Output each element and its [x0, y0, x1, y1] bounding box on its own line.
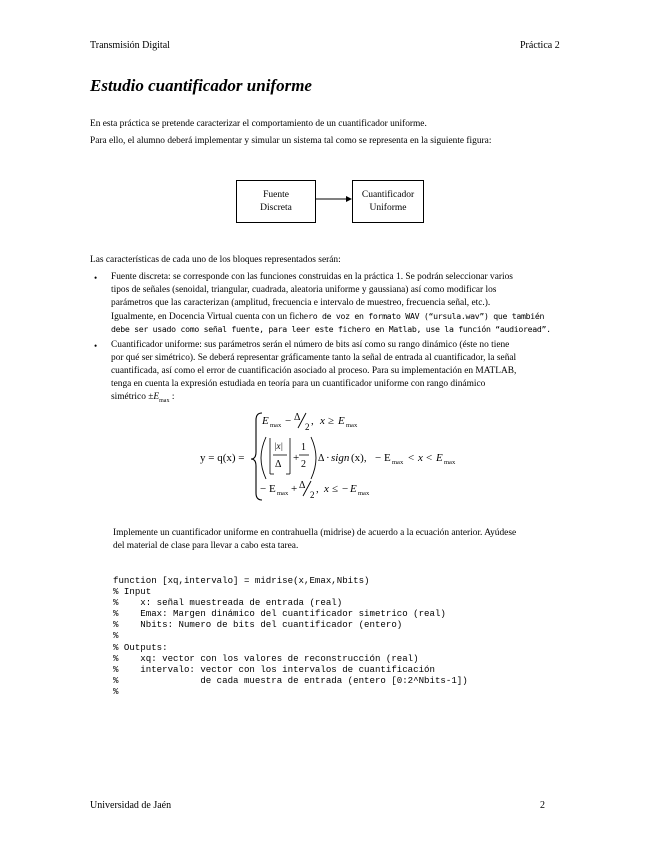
eq-r1-two: 2 [305, 422, 310, 432]
eq-r2-two: 2 [301, 459, 306, 470]
eq-r1-comma: , [311, 415, 314, 427]
eq-r2-dot: · [326, 452, 330, 464]
eq-r3-E: E [350, 483, 357, 495]
eq-lhs: y = q(x) = [200, 452, 245, 464]
eq-r2-signarg: (x), [351, 452, 367, 464]
block-fuente-line1: Fuente [263, 189, 289, 200]
code-line: % de cada muestra de entrada (entero [0:2^Nbits-1]) [113, 674, 468, 686]
bullet-2-marker: • [94, 341, 98, 351]
eq-r2-max: max [392, 459, 404, 466]
eq-r2-x: x [418, 452, 423, 464]
bullet-1-line-3: parámetros que las caracterizan (amplitud, frecuencia e intervalo de muestreo, frecuencia señal, etc.). [111, 298, 491, 308]
eq-r2-one: 1 [301, 442, 306, 453]
bullet-1-line-2: tipos de señales (senoidal, triangular, cuadrada, aleatoria uniforme y gaussiana) así como modificar los [111, 285, 497, 295]
eq-r3-x: x [324, 483, 329, 495]
eq-r1-E: E [262, 415, 269, 427]
eq-r1-max2: max [346, 422, 358, 429]
eq-r2-max2: max [444, 459, 456, 466]
blocks-intro: Las características de cada uno de los bloques representados serán: [90, 255, 341, 265]
eq-r1-x: x [320, 415, 325, 427]
implement-line-2: del material de clase para llevar a cabo esta tarea. [113, 541, 299, 551]
eq-r2-delta2: Δ [318, 453, 325, 464]
header-right: Práctica 2 [520, 40, 560, 51]
bullet-1-line-4a: Igualmente, en Docencia Virtual cuenta con un fiche [111, 312, 309, 322]
eq-r1-minus: − [285, 415, 292, 427]
code-line: function [xq,intervalo] = midrise(x,Emax,Nbits) [113, 575, 370, 586]
bullet-2-line-3: cuantificada, así como el error de cuantificación asociado al proceso. Para su implementación en MATLAB, [111, 366, 517, 376]
header-left: Transmisión Digital [90, 40, 170, 51]
code-line: % [113, 630, 119, 642]
eq-r2-delta: Δ [275, 459, 282, 470]
intro-line-1: En esta práctica se pretende caracterizar el comportamiento de un cuantificador uniforme. [90, 119, 427, 129]
code-line: % Emax: Margen dinámico del cuantificador simetrico (real) [113, 608, 446, 620]
eq-r1-geq: ≥ [328, 415, 335, 427]
eq-r3-leq: ≤ [332, 483, 339, 495]
eq-r2-xabs: |x| [274, 441, 283, 451]
block-cuantificador-line1: Cuantificador [361, 189, 415, 200]
emax-symbol: E [153, 392, 160, 402]
eq-r2-E: E [436, 452, 443, 464]
eq-r2-plus: + [293, 452, 300, 464]
eq-r3-max: max [277, 490, 289, 497]
code-line: % xq: vector con los valores de reconstrucción (real) [113, 652, 419, 664]
emax-subscript: max [159, 397, 170, 404]
eq-r3-negE: − E [260, 483, 276, 495]
eq-r3-comma: , [316, 483, 319, 495]
matlab-code-block [113, 575, 468, 697]
bullet-1-line-4b: ro de voz en formato WAV (“ursula.wav”) que también [308, 311, 545, 321]
bullet-1-line-1: Fuente discreta: se corresponde con las funciones construidas en la práctica 1. Se podrán seleccionar varios [111, 272, 513, 282]
block-cuantificador-line2: Uniforme [369, 202, 407, 213]
eq-r1-delta: Δ [294, 412, 301, 423]
bullet-2-line-4: tenga en cuenta la expresión estudiada en teoría para un cuantificador uniforme con rango dinámico [111, 379, 486, 389]
bullet-2-line-5d: : [169, 392, 175, 402]
eq-r2-lt1: < [408, 452, 415, 464]
code-line: % Nbits: Numero de bits del cuantificador (entero) [113, 619, 403, 631]
eq-r3-max2: max [358, 490, 370, 497]
block-fuente-line2: Discreta [260, 202, 292, 213]
eq-r3-minus: − [342, 483, 349, 495]
eq-r2-negE: − E [375, 452, 391, 464]
page-number: 2 [540, 800, 545, 811]
bullet-2-line-2: por qué ser simétrico). Se deberá representar gráficamente tanto la señal de entrada al cuantificador, la señal [111, 353, 517, 363]
code-line: % Outputs: [113, 641, 168, 653]
code-line: % x: señal muestreada de entrada (real) [113, 597, 343, 609]
eq-r1-E2: E [338, 415, 345, 427]
eq-r2-lt2: < [426, 452, 433, 464]
footer-left: Universidad de Jaén [90, 800, 172, 811]
bullet-2-line-1: Cuantificador uniforme: sus parámetros serán el número de bits así como su rango dinámico (éste no tiene [111, 340, 510, 350]
eq-r3-delta: Δ [299, 480, 306, 491]
code-line: % intervalo: vector con los intervalos de cuantificación [113, 663, 435, 675]
bullet-1-marker: • [94, 273, 98, 283]
bullet-2-line-5a: simétrico ± [111, 392, 154, 402]
bullet-1-line-5-text: debe ser usado como señal fuente, para leer este fichero en Matlab, use la función “audioread”. [111, 324, 551, 334]
implement-line-1: Implemente un cuantificador uniforme en contrahuella (midrise) de acuerdo a la ecuación anterior. Ayúdese [113, 528, 517, 538]
eq-r3-plus: + [291, 483, 298, 495]
intro-line-2: Para ello, el alumno deberá implementar y simular un sistema tal como se representa en la siguiente figura: [90, 136, 492, 146]
code-line: % Input [113, 586, 152, 598]
code-line: % [113, 685, 119, 697]
eq-r1-max: max [270, 422, 282, 429]
eq-r2-sign: sign [331, 452, 350, 464]
eq-r3-two: 2 [310, 490, 315, 500]
page-title: Estudio cuantificador uniforme [90, 76, 312, 95]
